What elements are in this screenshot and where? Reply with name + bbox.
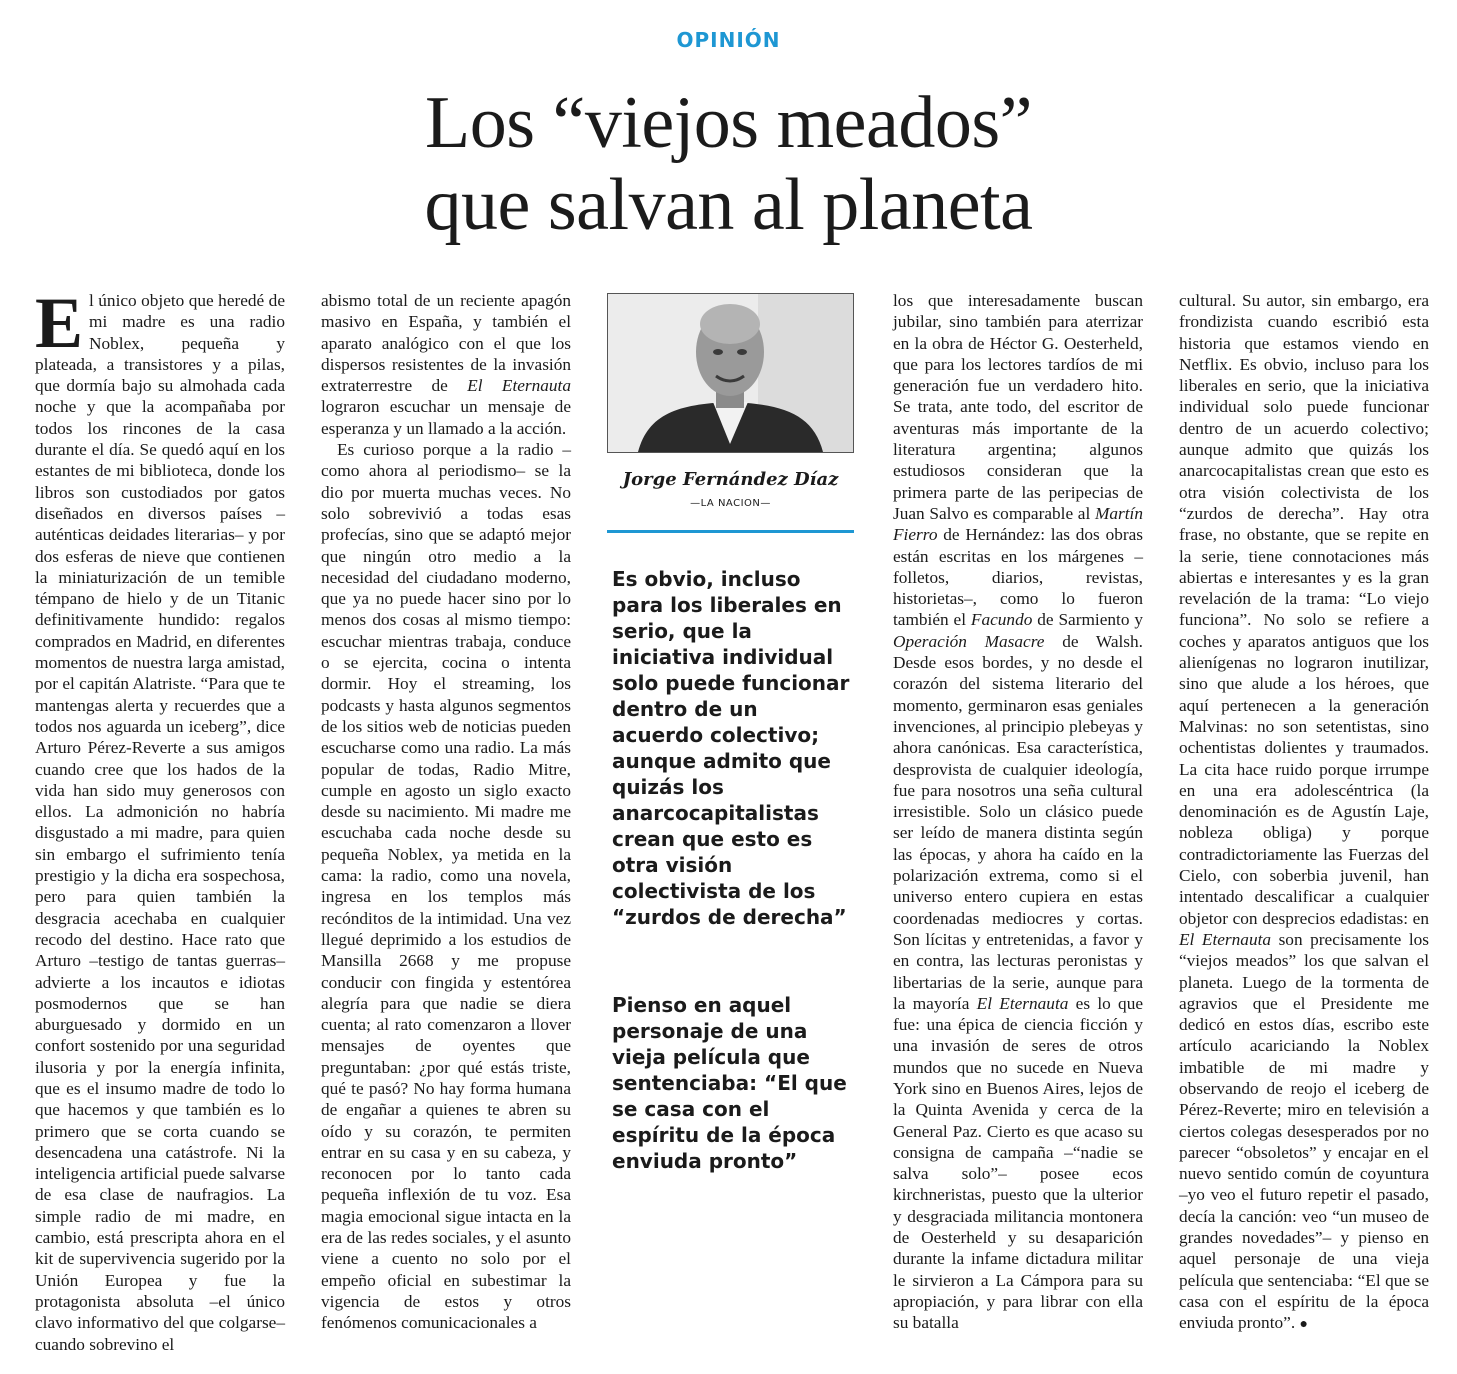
author-name: Jorge Fernández Díaz [622, 469, 839, 490]
article-column-5 [1179, 290, 1429, 1336]
headline-line-2: que salvan al planeta [424, 164, 1033, 246]
headline-line-1: Los “viejos meados” [425, 82, 1032, 164]
end-mark-icon: ● [1299, 1317, 1308, 1333]
author-photo [607, 293, 854, 453]
article-column-4 [893, 290, 1143, 1334]
paragraph-text: cultural. Su autor, sin embargo, era frondizista cuando escribió esta historia que estamos viendo en Netflix. Es obvio, incluso para los liberales en serio, que la iniciativa individual solo puede funcionar dentro de un acuerdo colectivo; aunque admito que quizás los anarcocapitalistas crean que esto es otra visión colectivista de los “zurdos de derecha”. Hay otra frase, no obstante, que se repite en la serie, tiene connotaciones más abiertas e interesantes y es la gran revelación de la trama: “Lo viejo funciona”. No solo se refiere a coches y aparatos antiguos que los alienígenas no lograron inutilizar, sino que alude a los héroes, que aquí pertenecen a la generación Malvinas: no son setentistas, sino ochentistas dolientes y traumados. La cita hace ruido porque irrumpe en una era adolescéntrica (la denominación es de Agustín Laje, nobleza obliga) y porque contradictoriamente las Fuerzas del Cielo, con soberbia juvenil, han intentado descalificar a cualquier objetor con desprecios edadistas: en [1179, 291, 1429, 928]
paragraph [35, 283, 285, 1355]
pull-quote-divider [607, 530, 854, 533]
paragraph [1179, 290, 1429, 1336]
paragraph-text: abismo total de un reciente apagón masivo en España, y también el aparato analógico con el que los dispersos resistentes de la invasión extraterrestre de [321, 291, 571, 396]
article-column-1 [35, 283, 285, 1355]
paragraph-text: lograron escuchar un mensaje de esperanza y un llamado a la acción. [321, 397, 571, 438]
paragraph [321, 290, 571, 439]
headline [200, 82, 1257, 246]
pull-quote-2: Pienso en aquel personaje de una vieja película que sentenciaba: “El que se casa con el espíritu de la época enviuda pronto” [612, 993, 847, 1173]
italic-title: El Eternauta [467, 376, 572, 396]
paragraph [321, 439, 571, 1333]
paragraph-text: de Walsh. Desde esos bordes, y no desde el corazón del sistema literario del momento, germinaron esas geniales invenciones, al principio plebeyas y ahora canónicas. Esa característica, desprovista de cualquier ideología, fue para nosotros una seña cultural irresistible. Solo un clásico puede ser leído de manera distinta según las épocas, y ahora ha caído en la polarización extrema, como si el universo entero cupiera en estas coordenadas mediocres y cortas. Son lícitas y entretenidas, a favor y en contra, las lecturas peronistas y libertarias de la serie, aunque para la mayoría [893, 631, 1143, 1013]
paragraph-text: son precisamente los “viejos meados” los que salvan el planeta. Luego de la tormenta de agravios que el Presidente me dedicó en estos días, escribo este artículo acariciando la Noblex imbatible de mi madre y observando de reojo el iceberg de Pérez-Reverte; miro en televisión a ciertos colegas desesperados por no parecer “obsoletos” y encajar en el nuevo sentido común de coyuntura –yo veo el futuro repetir el pasado, decía la canción: veo “un museo de grandes novedades”– y pienso en aquel personaje de una vieja película que sentenciaba: “El que se casa con el espíritu de la época enviuda pronto”. [1179, 929, 1430, 1333]
paragraph-text: l único objeto que heredé de mi madre es una radio Noblex, pequeña y plateada, a transistores y a pilas, que dormía bajo su almohada cada noche y que la acompañaba por todos los rincones de la casa durante el día. Se quedó aquí en los estantes de mi biblioteca, donde los libros son custodiados por gatos diseñados en diversos países –auténticas deidades literarias– y por dos esferas de nieve que contienen la miniaturización de un temible témpano de hielo y de un Titanic definitivamente hundido: regalos comprados en Madrid, en diferentes momentos de nuestra larga amistad, por el capitán Alatriste. “Para que te mantengas alerta y recuerdes que a todos nos aguarda un iceberg”, dice Arturo Pérez-Reverte a sus amigos cuando cree que los hados de la vida han sido muy generosos con ellos. La admonición no habría disgustado a mi madre, para quien sin embargo el sufrimiento tenía prestigio y la dicha era sospechosa, pero para quien también la desgracia acechaba en cualquier recodo del destino. Hace rato que Arturo –testigo de tantas guerras– advierte a los incautos e idiotas posmodernos que se han aburguesado y dormido en un confort sostenido por una seguridad ilusoria y por la energía infinita, que es el insumo madre de todo lo que hacemos y que también es lo primero que se corta cuando se desencadena una catástrofe. Ni la inteligencia artificial puede salvarse de esa clase de naufragios. La simple radio de mi madre, en cambio, está prescripta ahora en el kit de supervivencia sugerido por la Unión Europea y fue la protagonista absoluta –el único clavo informativo del que colgarse– cuando sobrevino el [35, 291, 285, 1354]
author-box [607, 293, 854, 509]
article-column-2 [321, 290, 571, 1334]
section-label: OPINIÓN [676, 28, 781, 52]
author-portrait-icon [608, 294, 853, 452]
italic-title: Martín Fierro [893, 503, 1143, 545]
pull-quote-1: Es obvio, incluso para los liberales en serio, que la iniciativa individual solo puede funcionar dentro de un acuerdo colectivo; aunque admito que quizás los anarcocapitalistas crean que esto es otra visión colectivista de los “zurdos de derecha” [612, 567, 850, 929]
paragraph-text: de Hernández: las dos obras están escritas en los márgenes –folletos, diarios, revistas, historietas–, como lo fueron también el [893, 525, 1143, 630]
italic-title: Facundo [970, 610, 1033, 630]
paragraph-text: de Sarmiento y [1032, 610, 1144, 630]
italic-title: El Eternauta [1179, 929, 1272, 949]
paragraph-text: Es curioso porque a la radio –como ahora al periodismo– se la dio por muerta muchas veces. No solo sobrevivió a todas esas profecías, sino que se adaptó mejor que ningún otro medio a la necesidad del ciudadano moderno, que ya no puede hacer sino por lo menos dos cosas al mismo tiempo: escuchar mientras trabaja, conduce o se ejercita, cocina o intenta dormir. Hoy el streaming, los podcasts y hasta algunos segmentos de los sitios web de noticias pueden escucharse como una radio. La más popular de todas, Radio Mitre, cumple en agosto un siglo exacto desde su nacimiento. Mi madre me escuchaba cada noche desde su pequeña Noblex, ya metida en la cama: la radio, como una novela, ingresa en los templos más recónditos de la intimidad. Una vez llegué deprimido a los estudios de Mansilla 2668 y me propuse conducir con fingida y estentórea alegría para que nadie se diera cuenta; al rato comenzaron a llover mensajes de oyentes que preguntaban: ¿por qué estás triste, qué te pasó? No hay forma humana de engañar a quienes te abren su oído y su corazón, te permiten entrar en su casa y en su cabeza, y reconocen por lo tanto cada pequeña inflexión de tu voz. Esa magia emocional sigue intacta en la era de las redes sociales, y el asunto viene a cuento no solo por el empeño oficial en subestimar la vigencia de estos y otros fenómenos comunicacionales a [321, 440, 571, 1333]
italic-title: Operación Masacre [893, 631, 1045, 651]
paragraph-text: es lo que fue: una épica de ciencia ficción y una invasión de seres de otros mundos que no sucede en Nueva York sino en Buenos Aires, lejos de la Quinta Avenida y cerca de la General Paz. Cierto es que acaso su consigna de campaña –“nadie se salva solo”– posee ecos kirchneristas, puesto que la ulterior y desgraciada militancia montonera de Oesterheld y su desaparición durante la infame dictadura militar le sirvieron a La Cámpora para su apropiación, y para librar con ella su batalla [893, 993, 1143, 1333]
paragraph [893, 290, 1143, 1334]
italic-title: El Eternauta [976, 993, 1069, 1013]
drop-cap: E [35, 283, 84, 363]
paragraph-text: los que interesadamente buscan jubilar, sino también para aterrizar en la obra de Héctor G. Oesterheld, que para los lectores tardíos de mi generación fue un verdadero hito. Se trata, ante todo, del escritor de aventuras más importante de la literatura argentina; algunos estudiosos consideran que la primera parte de las peripecias de Juan Salvo es comparable al [893, 291, 1143, 523]
author-outlet: —LA NACION— [690, 498, 771, 509]
